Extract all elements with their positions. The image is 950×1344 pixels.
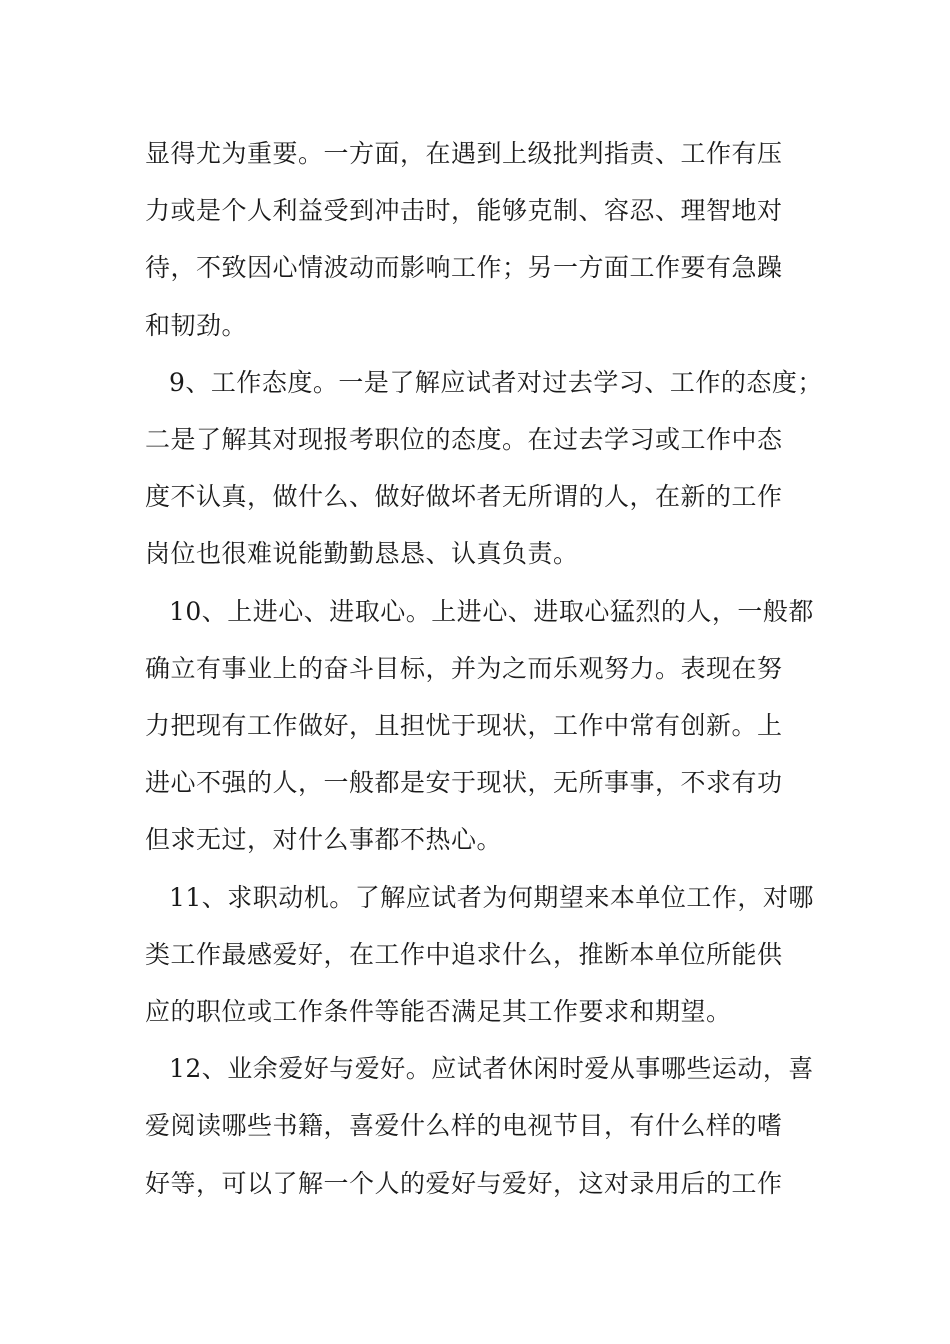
text-line: 力把现有工作做好，且担忧于现状，工作中常有创新。上	[145, 711, 783, 741]
paragraph-item-10	[145, 583, 835, 869]
text-line: 爱阅读哪些书籍，喜爱什么样的电视节目，有什么样的嗜	[145, 1111, 783, 1141]
text-line: 显得尤为重要。一方面，在遇到上级批判指责、工作有压	[145, 139, 783, 168]
text-line: 二是了解其对现报考职位的态度。在过去学习或工作中态	[145, 425, 783, 455]
text-line: 和韧劲。	[145, 310, 248, 340]
text-line: 力或是个人利益受到冲击时，能够克制、容忍、理智地对	[145, 196, 783, 226]
text-line: 10、上进心、进取心。上进心、进取心猛烈的人，一般都	[169, 596, 814, 626]
text-line: 岗位也很难说能勤勤恳恳、认真负责。	[145, 539, 579, 569]
text-line: 应的职位或工作条件等能否满足其工作要求和期望。	[145, 997, 732, 1027]
paragraph-item-12	[145, 1040, 835, 1212]
text-line: 12、业余爱好与爱好。应试者休闲时爱从事哪些运动，喜	[169, 1054, 814, 1084]
text-line: 11、求职动机。了解应试者为何期望来本单位工作，对哪	[169, 882, 814, 912]
text-line: 进心不强的人，一般都是安于现状，无所事事，不求有功	[145, 768, 783, 798]
text-line: 但求无过，对什么事都不热心。	[145, 825, 503, 855]
text-line: 好等，可以了解一个人的爱好与爱好，这对录用后的工作	[145, 1168, 783, 1198]
paragraph-item-11	[145, 869, 835, 1041]
text-line: 类工作最感爱好，在工作中追求什么，推断本单位所能供	[145, 939, 783, 969]
document-body	[145, 125, 835, 1212]
paragraph-item-9	[145, 354, 835, 583]
paragraph-continuation	[145, 125, 835, 354]
text-line: 待，不致因心情波动而影响工作；另一方面工作要有急躁	[145, 253, 783, 283]
text-line: 度不认真，做什么、做好做坏者无所谓的人，在新的工作	[145, 482, 783, 512]
text-line: 确立有事业上的奋斗目标，并为之而乐观努力。表现在努	[145, 653, 783, 683]
text-line: 9、工作态度。一是了解应试者对过去学习、工作的态度；	[169, 367, 823, 397]
